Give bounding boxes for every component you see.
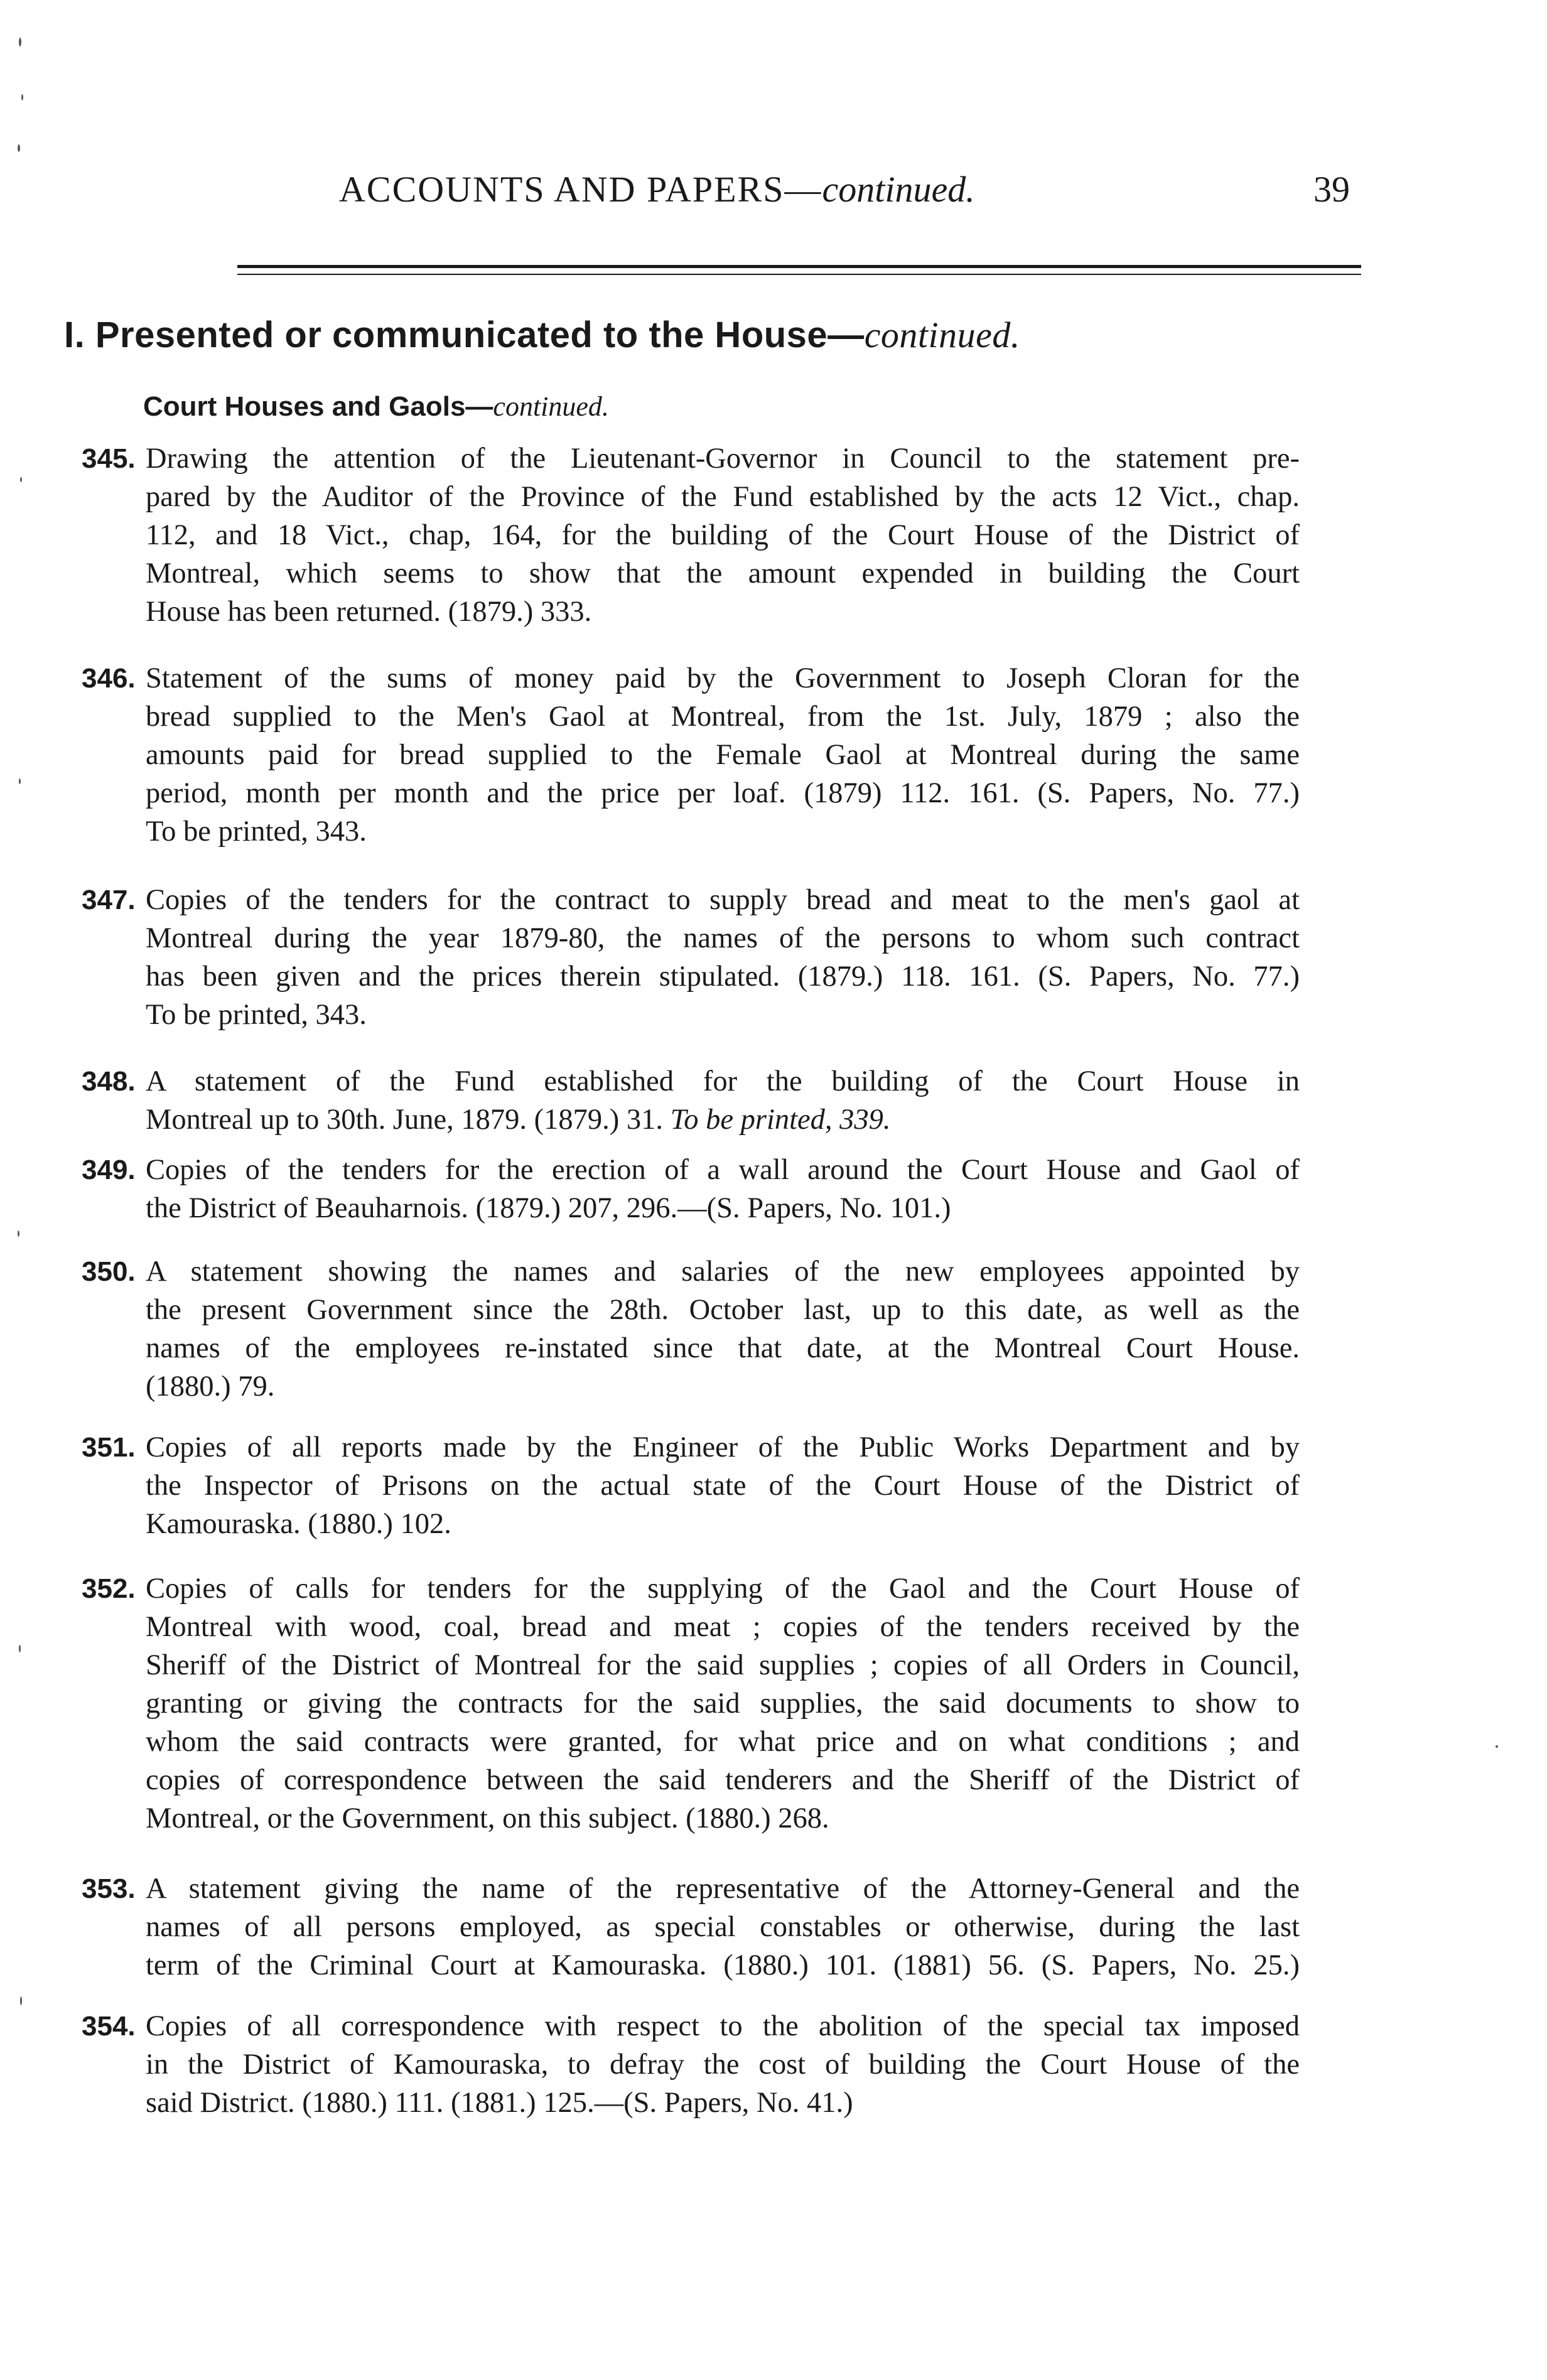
entry-346 [82,659,1300,851]
entry-line: pared by the Auditor of the Province of the Fund established by the acts 12 Vict., chap. [146,481,1300,513]
entry-number: 351. [82,1432,136,1463]
entry-line: Copies of the tenders for the erection of a wall around the Court House and Gaol of [146,1154,1300,1186]
entry-printed-note: To be printed, 343. [146,816,367,848]
entry-349 [82,1151,1300,1227]
entry-line-last [146,1101,1300,1139]
entry-line: Copies of calls for tenders for the supplying of the Gaol and the Court House of [146,1573,1300,1605]
entry-line: whom the said contracts were granted, for what price and on what conditions ; and [146,1726,1300,1758]
entry-line: Montreal during the year 1879-80, the names of the persons to whom such contract [146,922,1300,954]
entry-line: the present Government since the 28th. October last, up to this date, as well as the [146,1294,1300,1326]
entry-number: 348. [82,1066,136,1097]
entry-line: Sheriff of the District of Montreal for the said supplies ; copies of all Orders in Council, [146,1649,1300,1681]
entry-line: A statement of the Fund established for the building of the Court House in [146,1065,1300,1097]
entry-line: (1880.) 79. [146,1370,275,1403]
page-number: 39 [1313,169,1350,210]
entry-line: Copies of all reports made by the Engineer of the Public Works Department and by [146,1431,1300,1463]
entry-line: the Inspector of Prisons on the actual state of the Court House of the District of [146,1470,1300,1502]
entry-line: 112, and 18 Vict., chap, 164, for the building of the Court House of the District of [146,519,1300,551]
running-title [339,168,975,210]
entry-line: bread supplied to the Men's Gaol at Montreal, from the 1st. July, 1879 ; also the [146,701,1300,733]
entry-354 [82,2007,1300,2122]
entry-line: Kamouraska. (1880.) 102. [146,1508,451,1540]
entry-line: term of the Criminal Court at Kamouraska. (1880.) 101. (1881) 56. (S. Papers, No. 25.) [146,1949,1300,1981]
entry-line: Drawing the attention of the Lieutenant-Governor in Council to the statement pre- [146,443,1300,475]
entry-352 [82,1570,1300,1838]
running-title-continued: continued. [822,169,975,210]
entry-line: names of the employees re-instated since that date, at the Montreal Court House. [146,1332,1300,1364]
entry-line: Montreal with wood, coal, bread and meat ; copies of the tenders received by the [146,1611,1300,1643]
entry-line: Copies of the tenders for the contract to supply bread and meat to the men's gaol at [146,884,1300,916]
entry-line: copies of correspondence between the said tenderers and the Sheriff of the District of [146,1764,1300,1796]
entry-line: the District of Beauharnois. (1879.) 207, 296.—(S. Papers, No. 101.) [146,1192,951,1224]
entry-line: Copies of all correspondence with respect to the abolition of the special tax imposed [146,2010,1300,2042]
entry-line: A statement showing the names and salaries of the new employees appointed by [146,1256,1300,1288]
entry-line: period, month per month and the price per loaf. (1879) 112. 161. (S. Papers, No. 77.) [146,777,1300,809]
entry-line: granting or giving the contracts for the said supplies, the said documents to show to [146,1688,1300,1720]
header-rule-thin [237,274,1361,275]
entry-number: 349. [82,1155,136,1185]
entry-line: has been given and the prices therein stipulated. (1879.) 118. 161. (S. Papers, No. 77.) [146,961,1300,993]
entry-number: 352. [82,1573,136,1604]
entry-350 [82,1252,1300,1406]
entry-line: A statement giving the name of the representative of the Attorney-General and the [146,1873,1300,1905]
entry-line: amounts paid for bread supplied to the Female Gaol at Montreal during the same [146,739,1300,771]
entry-printed-note: To be printed, 339. [670,1104,891,1136]
entry-number: 353. [82,1873,136,1904]
entry-353 [82,1870,1300,1984]
entry-line: Montreal, which seems to show that the amount expended in building the Court [146,557,1300,590]
entry-line: House has been returned. (1879.) 333. [146,596,592,628]
entry-number: 346. [82,663,136,694]
sub-heading-text: Court Houses and Gaols— [143,391,493,422]
section-heading-continued: continued. [864,315,1020,355]
sub-heading [143,390,609,423]
entry-printed-note: To be printed, 343. [146,999,367,1031]
entry-345 [82,439,1300,631]
entry-number: 354. [82,2011,136,2042]
running-title-text: ACCOUNTS AND PAPERS— [339,169,822,210]
entry-line: names of all persons employed, as special constables or otherwise, during the last [146,1911,1300,1943]
entry-number: 350. [82,1256,136,1287]
entry-line-plain: Montreal up to 30th. June, 1879. (1879.) 31. [146,1104,671,1136]
section-heading-text: I. Presented or communicated to the House— [64,315,865,355]
sub-heading-continued: continued. [493,391,609,422]
entry-number: 347. [82,885,136,915]
entry-line: Montreal, or the Government, on this subject. (1880.) 268. [146,1802,829,1834]
entry-351 [82,1428,1300,1543]
running-head [339,168,1350,218]
entry-line: said District. (1880.) 111. (1881.) 125.—(S. Papers, No. 41.) [146,2087,853,2119]
entry-347 [82,881,1300,1034]
entry-348 [82,1062,1300,1139]
section-heading [64,314,1020,356]
header-rule-thick [237,265,1361,268]
entry-number: 345. [82,443,136,474]
entry-line: in the District of Kamouraska, to defray the cost of building the Court House of the [146,2049,1300,2081]
entry-line: Statement of the sums of money paid by the Government to Joseph Cloran for the [146,662,1300,694]
